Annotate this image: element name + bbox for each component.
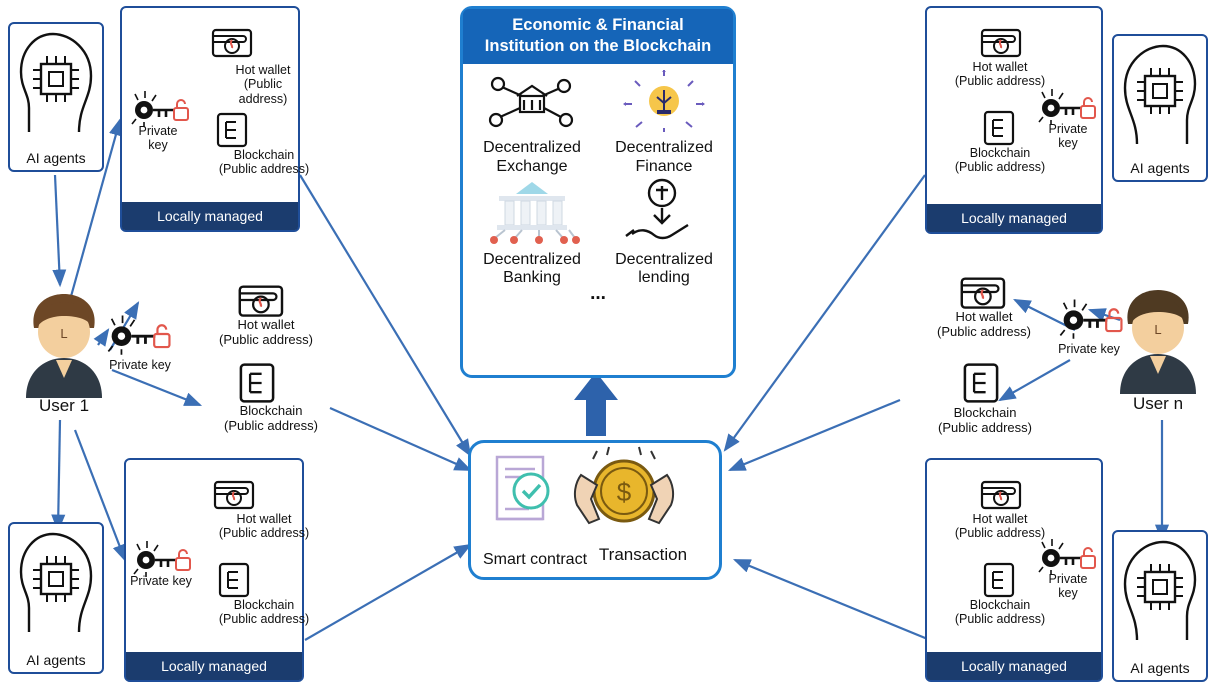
private-key-caption-tr: Private key — [1048, 122, 1088, 151]
private-key-icon — [1035, 536, 1101, 576]
hub-more-dots: ... — [590, 282, 606, 304]
decentralized-lending-icon — [614, 178, 714, 244]
hub-cell-banking-label: Decentralized Banking — [483, 251, 581, 287]
locally-managed-bottom-left — [124, 458, 310, 682]
hub-cell-exchange — [467, 70, 597, 176]
transaction-label: Transaction — [598, 545, 688, 564]
ai-agent-head-icon — [1117, 40, 1203, 150]
locally-managed-bottom-right — [925, 458, 1103, 682]
hub-cell-exchange-label: Decentralized Exchange — [483, 139, 581, 175]
hub-cell-finance — [599, 70, 729, 176]
hot-wallet-icon — [236, 280, 288, 320]
locally-managed-label-br: Locally managed — [927, 652, 1101, 680]
blockchain-wallet-icon — [979, 560, 1019, 600]
hub-title: Economic & Financial Institution on the Blockchain — [463, 9, 733, 64]
blockchain-wallet-icon — [212, 110, 252, 150]
hot-wallet-caption-tl — [218, 63, 308, 106]
hot-wallet-icon — [212, 476, 258, 512]
user-n-label: User n — [1132, 394, 1184, 413]
private-key-icon — [1035, 86, 1101, 126]
hot-wallet-caption-u1: Hot wallet (Public address) — [219, 317, 313, 347]
locally-managed-top-left — [120, 6, 310, 232]
decentralized-banking-icon — [477, 178, 587, 244]
user-avatar-icon — [1106, 282, 1210, 394]
hot-wallet-icon — [979, 476, 1025, 512]
blockchain-caption-tl — [214, 148, 314, 177]
user-n-wallet-group — [900, 268, 1130, 438]
private-key-icon — [128, 88, 194, 128]
private-key-caption-tl: Private key — [138, 124, 178, 153]
locally-managed-label-tr: Locally managed — [927, 204, 1101, 232]
ai-agents-bottom-right — [1112, 530, 1208, 682]
hot-wallet-address: (Public address) — [238, 77, 288, 106]
smart-contract-label: Smart contract — [482, 550, 588, 568]
hot-wallet-caption-tr: Hot wallet (Public address) — [954, 60, 1046, 89]
user-1-wallet-group — [100, 276, 340, 436]
hot-wallet-icon — [210, 24, 256, 60]
locally-managed-top-right — [925, 6, 1103, 234]
blockchain-caption-tr: Blockchain (Public address) — [954, 146, 1046, 175]
user-n — [1106, 282, 1210, 413]
user-1-label: User 1 — [38, 396, 90, 415]
private-key-caption-br: Private key — [1048, 572, 1088, 601]
ai-agents-top-left-label: AI agents — [26, 150, 86, 166]
hub-cell-lending-label: Decentralized lending — [615, 251, 713, 287]
blockchain-caption-un: Blockchain (Public address) — [938, 405, 1032, 435]
private-key-icon — [130, 538, 196, 578]
private-key-caption-u1: Private key — [109, 358, 171, 372]
ai-agents-top-right — [1112, 34, 1208, 182]
blockchain-wallet-icon — [958, 360, 1004, 406]
hot-wallet-caption-bl: Hot wallet (Public address) — [218, 512, 310, 541]
smart-contract-transaction-node — [468, 440, 722, 580]
ai-agents-top-right-label: AI agents — [1130, 160, 1190, 176]
blockchain-wallet-icon — [234, 360, 280, 406]
locally-managed-label-bl: Locally managed — [126, 652, 302, 680]
decentralized-exchange-icon — [484, 70, 580, 132]
blockchain-address: (Public address) — [218, 162, 310, 177]
private-key-caption-bl: Private key — [130, 574, 192, 588]
svg-text:L: L — [60, 326, 68, 341]
core-to-hub-arrow — [574, 372, 618, 436]
coin-hands-icon — [563, 445, 685, 541]
ai-agents-bottom-right-label: AI agents — [1130, 660, 1190, 676]
decentralized-finance-icon — [616, 70, 712, 132]
ai-agents-bottom-left-label: AI agents — [26, 652, 86, 668]
ai-agent-head-icon — [1117, 536, 1203, 646]
hub-cell-lending — [599, 178, 729, 288]
blockchain-wallet-icon — [979, 108, 1019, 148]
hot-wallet-label: Hot wallet — [235, 63, 291, 77]
hot-wallet-caption-br: Hot wallet (Public address) — [954, 512, 1046, 541]
contract-document-icon — [483, 451, 567, 535]
blockchain-caption-bl: Blockchain (Public address) — [218, 598, 310, 627]
ai-agents-top-left — [8, 22, 104, 172]
blockchain-label: Blockchain — [233, 148, 295, 162]
hub-cell-finance-label: Decentralized Finance — [615, 139, 713, 175]
hot-wallet-icon — [979, 24, 1025, 60]
private-key-caption-un: Private key — [1058, 342, 1120, 356]
hot-wallet-icon — [958, 272, 1010, 312]
svg-text:L: L — [1154, 322, 1162, 337]
blockchain-caption-u1: Blockchain (Public address) — [224, 403, 318, 433]
institution-hub — [460, 6, 736, 378]
hot-wallet-caption-un: Hot wallet (Public address) — [937, 309, 1031, 339]
ai-agents-bottom-left — [8, 522, 104, 674]
blockchain-wallet-icon — [214, 560, 254, 600]
ai-agent-head-icon — [13, 28, 99, 138]
svg-text:$: $ — [616, 477, 632, 507]
blockchain-caption-br: Blockchain (Public address) — [954, 598, 1046, 627]
locally-managed-label-tl: Locally managed — [122, 202, 298, 230]
hub-cell-banking — [467, 178, 597, 288]
private-key-icon — [104, 312, 176, 356]
ai-agent-head-icon — [13, 528, 99, 638]
